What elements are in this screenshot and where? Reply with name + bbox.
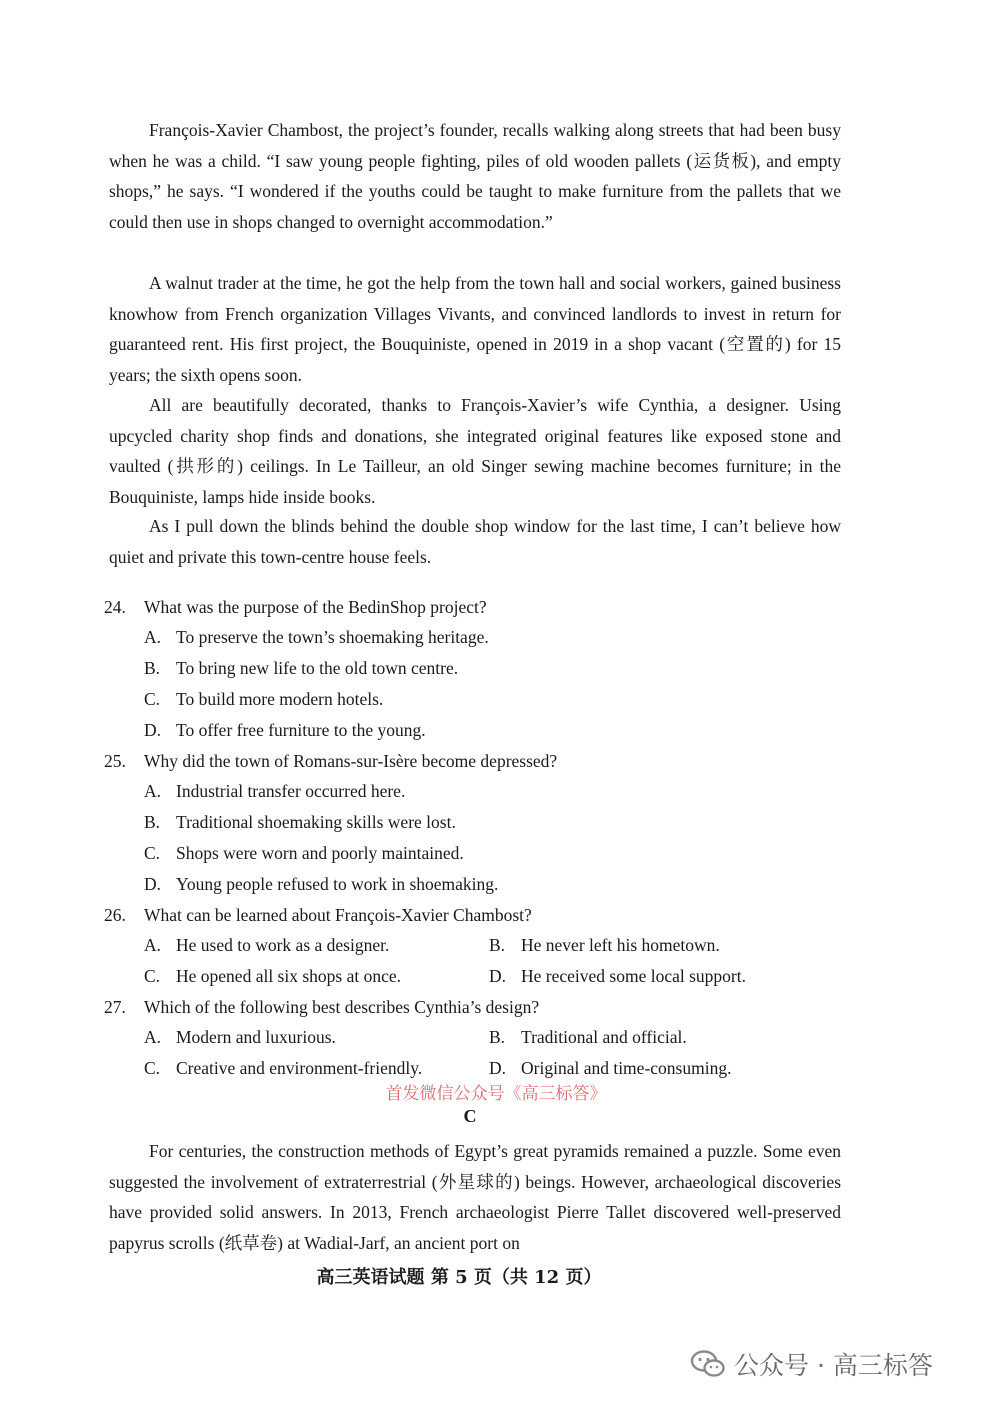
question-26 [104,903,532,927]
option-letter: D. [489,1058,507,1078]
page-footer: 高三英语试题 第 5 页（共 12 页） [316,1267,602,1288]
question-text: What can be learned about François-Xavier Chambost? [144,905,532,925]
option-letter: B. [144,658,161,678]
option-24-b[interactable] [144,656,458,680]
option-text: He received some local support. [521,966,746,986]
wechat-icon [690,1349,726,1379]
option-letter: A. [144,1027,162,1047]
option-text: He opened all six shops at once. [176,966,402,986]
question-number: 27. [104,997,126,1017]
brand-text: 公众号 · 高三标答 [734,1351,933,1380]
option-25-c[interactable] [144,841,464,865]
option-26-a[interactable] [144,933,389,957]
passage-paragraph-4: As I pull down the blinds behind the double shop window for the last time, I can’t believe how quiet and private this town-centre house feels. [109,516,841,567]
question-25 [104,749,557,773]
option-text: Original and time-consuming. [521,1058,732,1078]
option-text: To preserve the town’s shoemaking heritage. [176,627,489,647]
option-27-d[interactable] [489,1056,731,1080]
option-letter: A. [144,781,162,801]
option-letter: D. [489,966,507,986]
question-number: 24. [104,597,126,617]
option-text: To offer free furniture to the young. [176,720,426,740]
option-letter: A. [144,627,162,647]
option-letter: B. [144,812,161,832]
question-24 [104,595,487,619]
option-letter: D. [144,874,162,894]
option-text: He never left his hometown. [521,935,720,955]
option-24-a[interactable] [144,625,489,649]
option-text: Traditional shoemaking skills were lost. [176,812,456,832]
option-letter: C. [144,966,161,986]
option-letter: C. [144,843,161,863]
question-number: 25. [104,751,126,771]
option-letter: C. [144,1058,161,1078]
passage-paragraph-3: All are beautifully decorated, thanks to François-Xavier’s wife Cynthia, a designer. Using upcycled charity shop finds and donations, she integrated original features like exposed stone and vaulted (拱形的) ceilings. In Le Tailleur, an old Singer sewing machine becomes furniture; in the Bouquiniste, lamps hide inside books. [109,395,841,507]
passage-paragraph-1: François-Xavier Chambost, the project’s founder, recalls walking along streets that had been busy when he was a child. “I saw young people fighting, piles of old wooden pallets (运货板), and empty shops,” he says. “I wondered if the youths could be taught to make furniture from the pallets that we could then use in shops changed to overnight accommodation.” [109,120,841,232]
option-text: Modern and luxurious. [176,1027,336,1047]
option-text: To build more modern hotels. [176,689,384,709]
question-text: What was the purpose of the BedinShop project? [144,597,487,617]
watermark-text: 首发微信公众号《高三标答》 [385,1084,607,1104]
option-24-c[interactable] [144,687,383,711]
option-26-c[interactable] [144,964,401,988]
passage-paragraph-2: A walnut trader at the time, he got the help from the town hall and social workers, gained business knowhow from French organization Villages Vivants, and convinced landlords to invest in return for guaranteed rent. His first project, the Bouquiniste, opened in 2019 in a shop vacant (空置的) for 15 years; the sixth opens soon. [109,273,841,385]
option-24-d[interactable] [144,718,426,742]
option-letter: B. [489,1027,506,1047]
option-letter: A. [144,935,162,955]
option-text: Industrial transfer occurred here. [176,781,406,801]
option-text: Shops were worn and poorly maintained. [176,843,464,863]
brand-badge[interactable] [690,1344,933,1384]
option-letter: C. [144,689,161,709]
option-27-c[interactable] [144,1056,422,1080]
option-text: To bring new life to the old town centre. [176,658,459,678]
question-text: Which of the following best describes Cynthia’s design? [144,997,540,1017]
option-27-a[interactable] [144,1025,336,1049]
question-27 [104,995,539,1019]
question-number: 26. [104,905,126,925]
option-text: Creative and environment-friendly. [176,1058,423,1078]
option-25-b[interactable] [144,810,456,834]
option-text: Young people refused to work in shoemaking. [176,874,499,894]
option-26-b[interactable] [489,933,720,957]
option-letter: D. [144,720,162,740]
option-text: Traditional and official. [521,1027,687,1047]
option-letter: B. [489,935,506,955]
option-27-b[interactable] [489,1025,687,1049]
option-25-d[interactable] [144,872,498,896]
option-25-a[interactable] [144,779,405,803]
passage-c-paragraph: For centuries, the construction methods of Egypt’s great pyramids remained a puzzle. Some even suggested the involvement of extraterrestrial (外星球的) beings. However, archaeological discoveries have provided solid answers. In 2013, French archaeologist Pierre Tallet discovered well-preserved papyrus scrolls (纸草卷) at Wadial-Jarf, an ancient port on [109,1141,841,1253]
section-heading: C [463,1106,477,1126]
option-26-d[interactable] [489,964,746,988]
option-text: He used to work as a designer. [176,935,390,955]
question-text: Why did the town of Romans-sur-Isère become depressed? [144,751,558,771]
